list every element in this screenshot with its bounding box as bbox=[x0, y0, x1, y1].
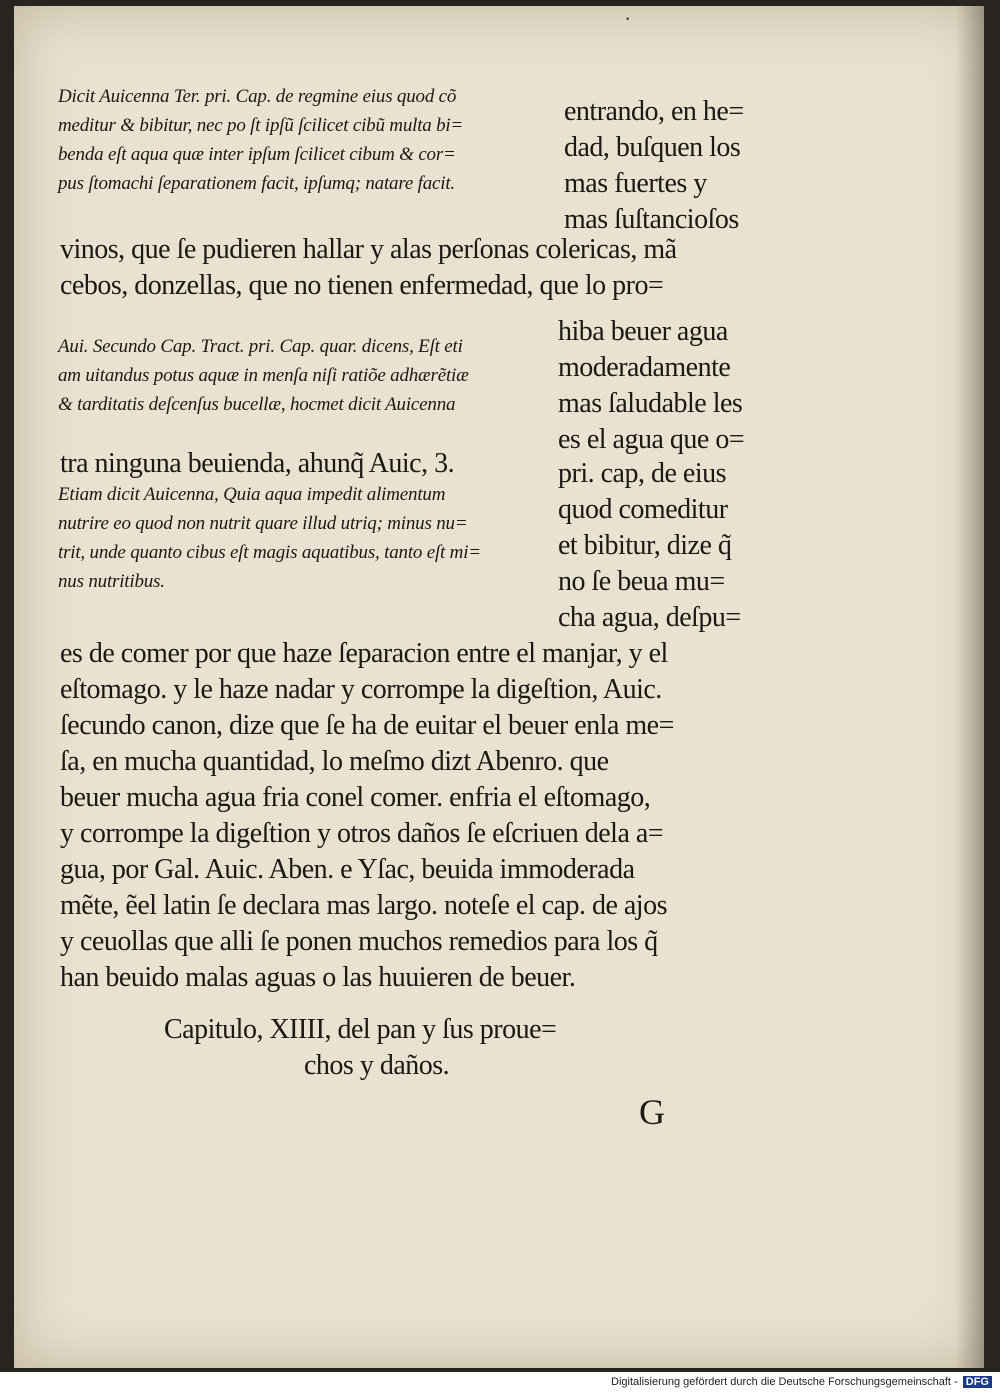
latin-line: am uitandus potus aquæ in menſa niſi ratiõe adhærẽtiæ bbox=[58, 365, 469, 386]
latin-line: nutrire eo quod non nutrit quare illud utriq; minus nu= bbox=[58, 513, 468, 534]
spanish-column-1 bbox=[564, 94, 744, 238]
spanish-line: cebos, donzellas, que no tienen enfermedad, que lo pro= bbox=[60, 270, 664, 301]
spanish-line: dad, buſquen los bbox=[564, 132, 741, 163]
spanish-line: no ſe beua mu= bbox=[558, 566, 725, 597]
latin-line: benda eſt aqua quæ inter ipſum ſcilicet cibum & cor= bbox=[58, 144, 456, 165]
spanish-line: cha agua, deſpu= bbox=[558, 602, 741, 633]
spanish-line: mas ſuſtancioſos bbox=[564, 204, 739, 235]
spanish-line: gua, por Gal. Auic. Aben. e Yſac, beuida immoderada bbox=[60, 854, 635, 885]
spanish-line: y corrompe la digeſtion y otros daños ſe eſcriuen dela a= bbox=[60, 818, 664, 849]
latin-line: trit, unde quanto cibus eſt magis aquatibus, tanto eſt mi= bbox=[58, 542, 481, 563]
latin-gloss-1 bbox=[58, 82, 463, 198]
dfg-credit bbox=[611, 1376, 992, 1388]
spanish-line: mẽte, ẽel latin ſe declara mas largo. noteſe el cap. de ajos bbox=[60, 890, 667, 921]
latin-line: nus nutritibus. bbox=[58, 571, 165, 592]
spanish-line: ſecundo canon, dize que ſe ha de euitar el beuer enla me= bbox=[60, 710, 674, 741]
spanish-line: entrando, en he= bbox=[564, 96, 744, 127]
signature-mark: G bbox=[639, 1092, 665, 1132]
spanish-line: mas fuertes y bbox=[564, 168, 707, 199]
spanish-line: beuer mucha agua fria conel comer. enfria el eſtomago, bbox=[60, 782, 651, 813]
dfg-credit-text: Digitalisierung gefördert durch die Deutsche Forschungsgemeinschaft - bbox=[611, 1376, 958, 1388]
latin-line: Aui. Secundo Cap. Tract. pri. Cap. quar. dicens, Eſt eti bbox=[58, 336, 463, 357]
chapter-heading-line: chos y daños. bbox=[304, 1050, 450, 1081]
latin-line: meditur & bibitur, nec po ſt ipſũ ſcilicet cibũ multa bi= bbox=[58, 115, 464, 136]
spanish-line: moderadamente bbox=[558, 352, 731, 383]
spanish-line: es de comer por que haze ſeparacion entre el manjar, y el bbox=[60, 638, 668, 669]
book-page bbox=[14, 6, 984, 1368]
spanish-line: quod comeditur bbox=[558, 494, 728, 525]
latin-gloss-2 bbox=[58, 332, 469, 419]
spanish-column-3 bbox=[558, 456, 741, 636]
spanish-mid-line bbox=[60, 446, 454, 482]
spanish-line: et bibitur, dize q̃ bbox=[558, 530, 732, 561]
spanish-line: y ceuollas que alli ſe ponen muchos remedios para los q̃ bbox=[60, 926, 658, 957]
spanish-line: vinos, que ſe pudieren hallar y alas perſonas colericas, mã bbox=[60, 234, 677, 265]
spanish-line: eſtomago. y le haze nadar y corrompe la digeſtion, Auic. bbox=[60, 674, 662, 705]
latin-line: pus ſtomachi ſeparationem facit, ipſumq; natare facit. bbox=[58, 173, 455, 194]
spanish-line: hiba beuer agua bbox=[558, 316, 728, 347]
pin-mark: · bbox=[624, 6, 632, 31]
chapter-heading-line: Capitulo, XIIII, del pan y ſus proue= bbox=[164, 1014, 557, 1045]
latin-line: & tarditatis deſcenſus bucellæ, hocmet dicit Auicenna bbox=[58, 394, 456, 415]
spanish-fulltext-2 bbox=[60, 636, 674, 996]
latin-line: Etiam dicit Auicenna, Quia aqua impedit alimentum bbox=[58, 484, 446, 505]
spanish-line: han beuido malas aguas o las huuieren de beuer. bbox=[60, 962, 576, 993]
spanish-line: ſa, en mucha quantidad, lo meſmo dizt Abenro. que bbox=[60, 746, 609, 777]
spanish-line: mas ſaludable les bbox=[558, 388, 743, 419]
latin-line: Dicit Auicenna Ter. pri. Cap. de regmine eius quod cõ bbox=[58, 86, 457, 107]
spanish-line: pri. cap, de eius bbox=[558, 458, 726, 489]
spanish-line: es el agua que o= bbox=[558, 424, 745, 455]
spanish-column-2 bbox=[558, 314, 744, 458]
chapter-heading bbox=[164, 1012, 556, 1084]
spanish-fulltext-1 bbox=[60, 232, 677, 304]
dfg-logo: DFG bbox=[963, 1376, 992, 1388]
spanish-line: tra ninguna beuienda, ahunq̃ Auic, 3. bbox=[60, 448, 455, 479]
latin-gloss-3 bbox=[58, 480, 481, 596]
